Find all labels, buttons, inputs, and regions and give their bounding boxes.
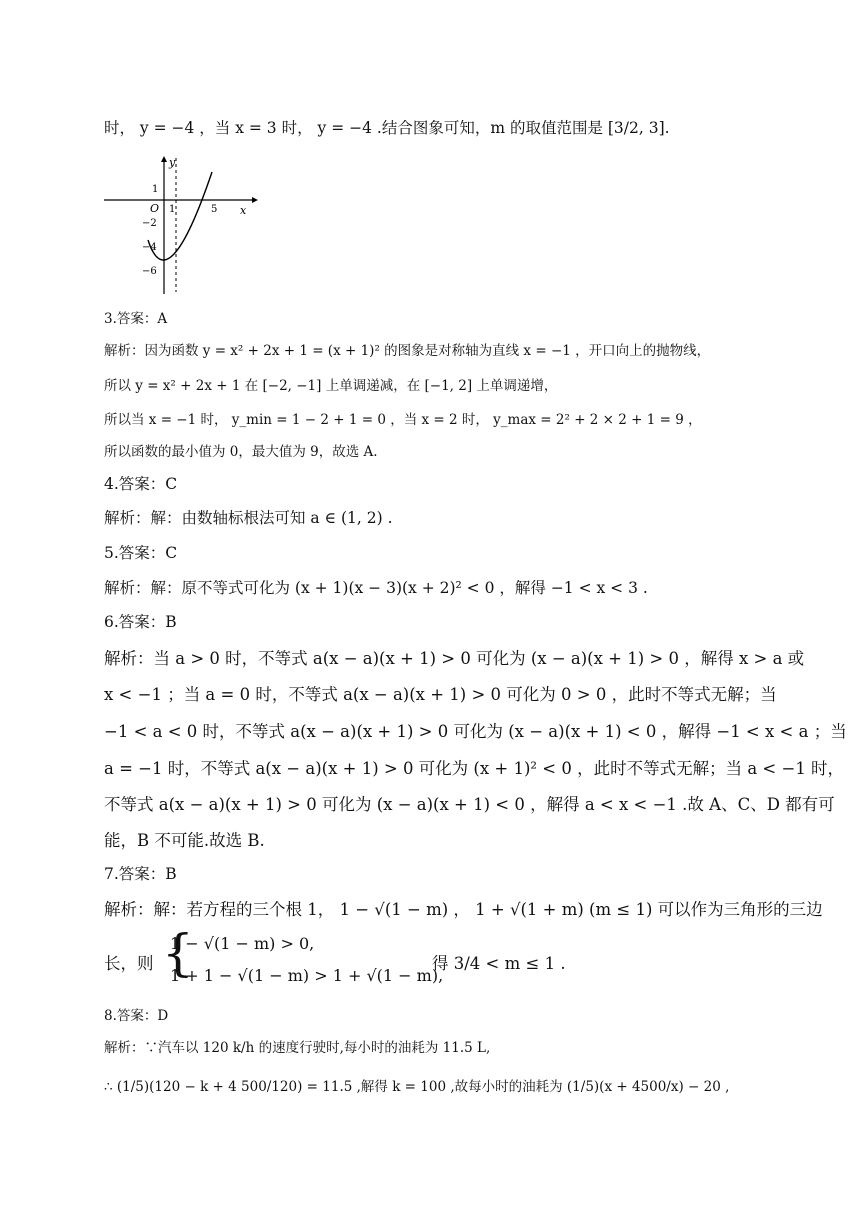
q6-answer: 6.答案：B (104, 613, 177, 631)
x-tick-label: 1 (169, 204, 176, 215)
parabola-graph (102, 154, 262, 294)
q3-answer: 3.答案：A (104, 311, 168, 327)
q3-line: 解析：因为函数 y = x² + 2x + 1 = (x + 1)² 的图象是对称轴为直线 x = −1 ，开口向上的抛物线， (104, 343, 711, 359)
q7-result: 得 3/4 < m ≤ 1 . (432, 954, 566, 973)
y-axis-arrow-icon (161, 156, 167, 162)
origin-label: O (150, 202, 160, 215)
q7-line-prefix: 长，则 (104, 954, 154, 973)
q6-line: x < −1 ；当 a = 0 时，不等式 a(x − a)(x + 1) > 0 可化为 0 > 0 ，此时不等式无解；当 (104, 685, 777, 704)
system-brace: { (162, 924, 194, 982)
q7-answer: 7.答案：B (104, 865, 177, 883)
q6-line: a = −1 时，不等式 a(x − a)(x + 1) > 0 可化为 (x + 1)² < 0 ，此时不等式无解；当 a < −1 时， (104, 759, 845, 778)
q3-line: 所以函数的最小值为 0，最大值为 9，故选 A. (104, 444, 378, 460)
q8-answer: 8.答案：D (104, 1008, 169, 1024)
y-tick-label: −4 (142, 242, 157, 253)
q6-line: 解析：当 a > 0 时，不等式 a(x − a)(x + 1) > 0 可化为 (x − a)(x + 1) > 0 ，解得 x > a 或 (104, 649, 805, 668)
q7-line: 解析：解：若方程的三个根 1， 1 − √(1 − m) ， 1 + √(1 + m) (m ≤ 1) 可以作为三角形的三边 (104, 900, 823, 919)
q8-line: 解析：∵汽车以 120 k/h 的速度行驶时,每小时的油耗为 11.5 L, (104, 1040, 491, 1056)
q8-line: ∴ (1/5)(120 − k + 4 500/120) = 11.5 ,解得 k = 100 ,故每小时的油耗为 (1/5)(x + 4500/x) − 20 , (104, 1079, 730, 1095)
system-case-2: 1 + 1 − √(1 − m) > 1 + √(1 − m), (170, 966, 444, 985)
q3-line: 所以 y = x² + 2x + 1 在 [−2, −1] 上单调递减，在 [−1, 2] 上单调递增， (104, 378, 558, 394)
text-line-top: 时， y = −4 ，当 x = 3 时， y = −4 .结合图象可知，m 的取值范围是 [3/2, 3]. (104, 119, 670, 137)
system-case-1: 1 − √(1 − m) > 0, (170, 934, 315, 953)
q6-line: 能，B 不可能.故选 B. (104, 831, 265, 850)
y-tick-label: −2 (142, 218, 157, 229)
q3-line: 所以当 x = −1 时， y_min = 1 − 2 + 1 = 0 ，当 x = 2 时， y_max = 2² + 2 × 2 + 1 = 9 ， (104, 412, 702, 428)
q6-line: 不等式 a(x − a)(x + 1) > 0 可化为 (x − a)(x + 1) < 0 ，解得 a < x < −1 .故 A、C、D 都有可 (104, 795, 835, 814)
y-tick-label: −6 (142, 266, 157, 277)
x-axis-arrow-icon (252, 197, 258, 203)
y-tick-label: 1 (152, 184, 159, 195)
x-axis-label: x (240, 204, 247, 217)
q6-line: −1 < a < 0 时，不等式 a(x − a)(x + 1) > 0 可化为 (x − a)(x + 1) < 0 ，解得 −1 < x < a ；当 (104, 722, 847, 741)
x-tick-label: 5 (211, 204, 218, 215)
y-axis-label: y (169, 156, 176, 169)
q5-answer: 5.答案：C (104, 544, 178, 562)
q4-answer: 4.答案：C (104, 475, 178, 493)
q5-line: 解析：解：原不等式可化为 (x + 1)(x − 3)(x + 2)² < 0 ，解得 −1 < x < 3 . (104, 579, 648, 597)
q4-line: 解析：解：由数轴标根法可知 a ∈ (1, 2) . (104, 509, 393, 527)
